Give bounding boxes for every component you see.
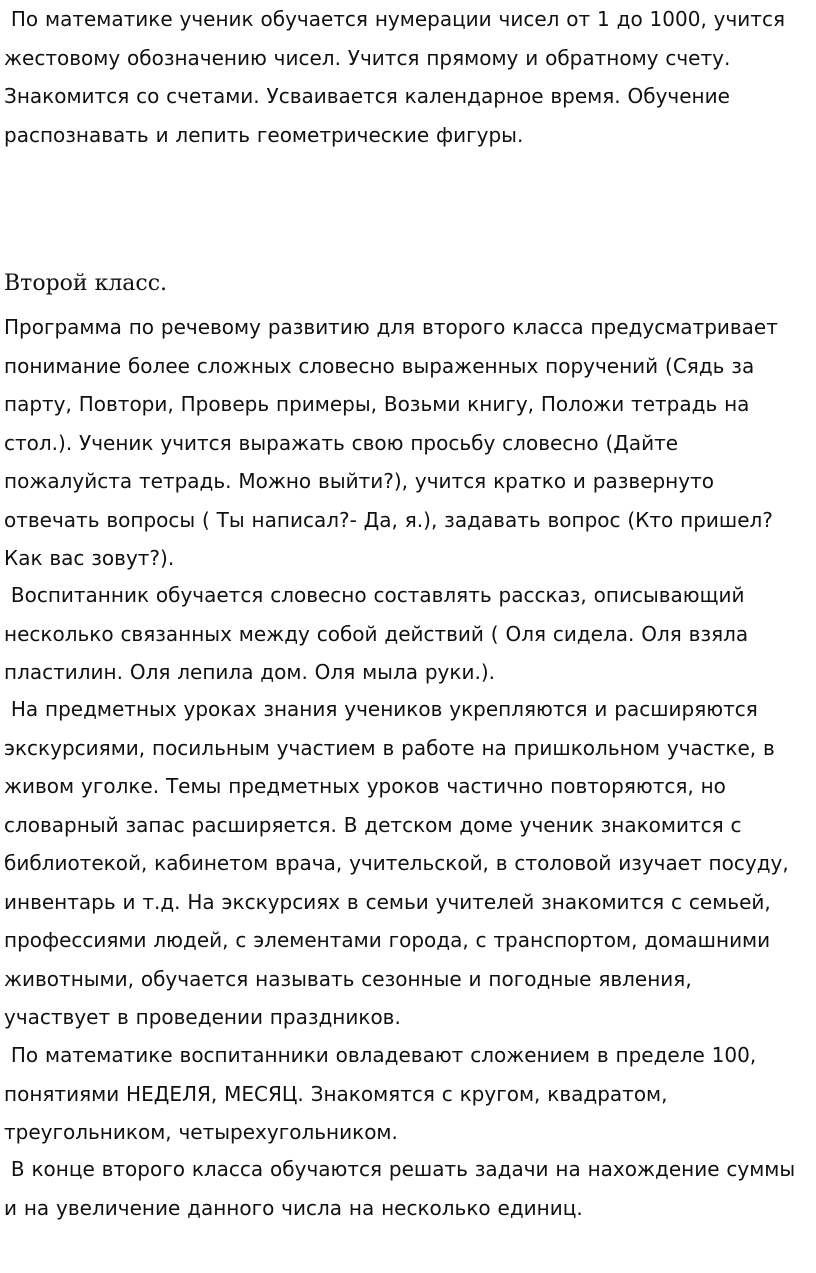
section-heading-second-grade: Второй класс. bbox=[4, 271, 168, 296]
paragraph-speech-program: Программа по речевому развитию для второго класса предусматривает понимание более сложных словесно выраженных поручений (Сядь за парту, Повтори, Проверь примеры, Возьми книгу, Положи тетрадь на стол.). Ученик учится выражать свою просьбу словесно (Дайте пожалуйста тетрадь. Можно выйти?), учится кратко и развернуто отвечать вопросы ( Ты написал?- Да, я.), задавать вопрос (Кто пришел? Как вас зовут?). bbox=[4, 315, 778, 570]
paragraph-storytelling: Воспитанник обучается словесно составлять рассказ, описывающий несколько связанных между собой действий ( Оля сидела. Оля взяла пластилин. Оля лепила дом. Оля мыла руки.). bbox=[4, 583, 749, 684]
paragraph-subject-lessons: На предметных уроках знания учеников укрепляются и расширяются экскурсиями, посильным участием в работе на пришкольном участке, в живом уголке. Темы предметных уроков частично повторяются, но словарный запас расширяется. В детском доме ученик знакомится с библиотекой, кабинетом врача, учительской, в столовой изучает посуду, инвентарь и т.д. На экскурсиях в семьи учителей знакомится с семьей, профессиями людей, с элементами города, с транспортом, домашними животными, обучается называть сезонные и погодные явления, участвует в проведении праздников. bbox=[4, 697, 789, 1029]
paragraph-math-first-grade: По математике ученик обучается нумерации чисел от 1 до 1000, учится жестовому обозначению чисел. Учится прямому и обратному счету. Знакомится со счетами. Усваивается календарное время. Обучение распознавать и лепить геометрические фигуры. bbox=[4, 7, 785, 147]
paragraph-end-of-year: В конце второго класса обучаются решать задачи на нахождение суммы и на увеличение данного числа на несколько единиц. bbox=[4, 1157, 796, 1220]
paragraph-math-second-grade: По математике воспитанники овладевают сложением в пределе 100, понятиями НЕДЕЛЯ, МЕСЯЦ. Знакомятся с кругом, квадратом, треугольником, четырехугольником. bbox=[4, 1043, 757, 1144]
